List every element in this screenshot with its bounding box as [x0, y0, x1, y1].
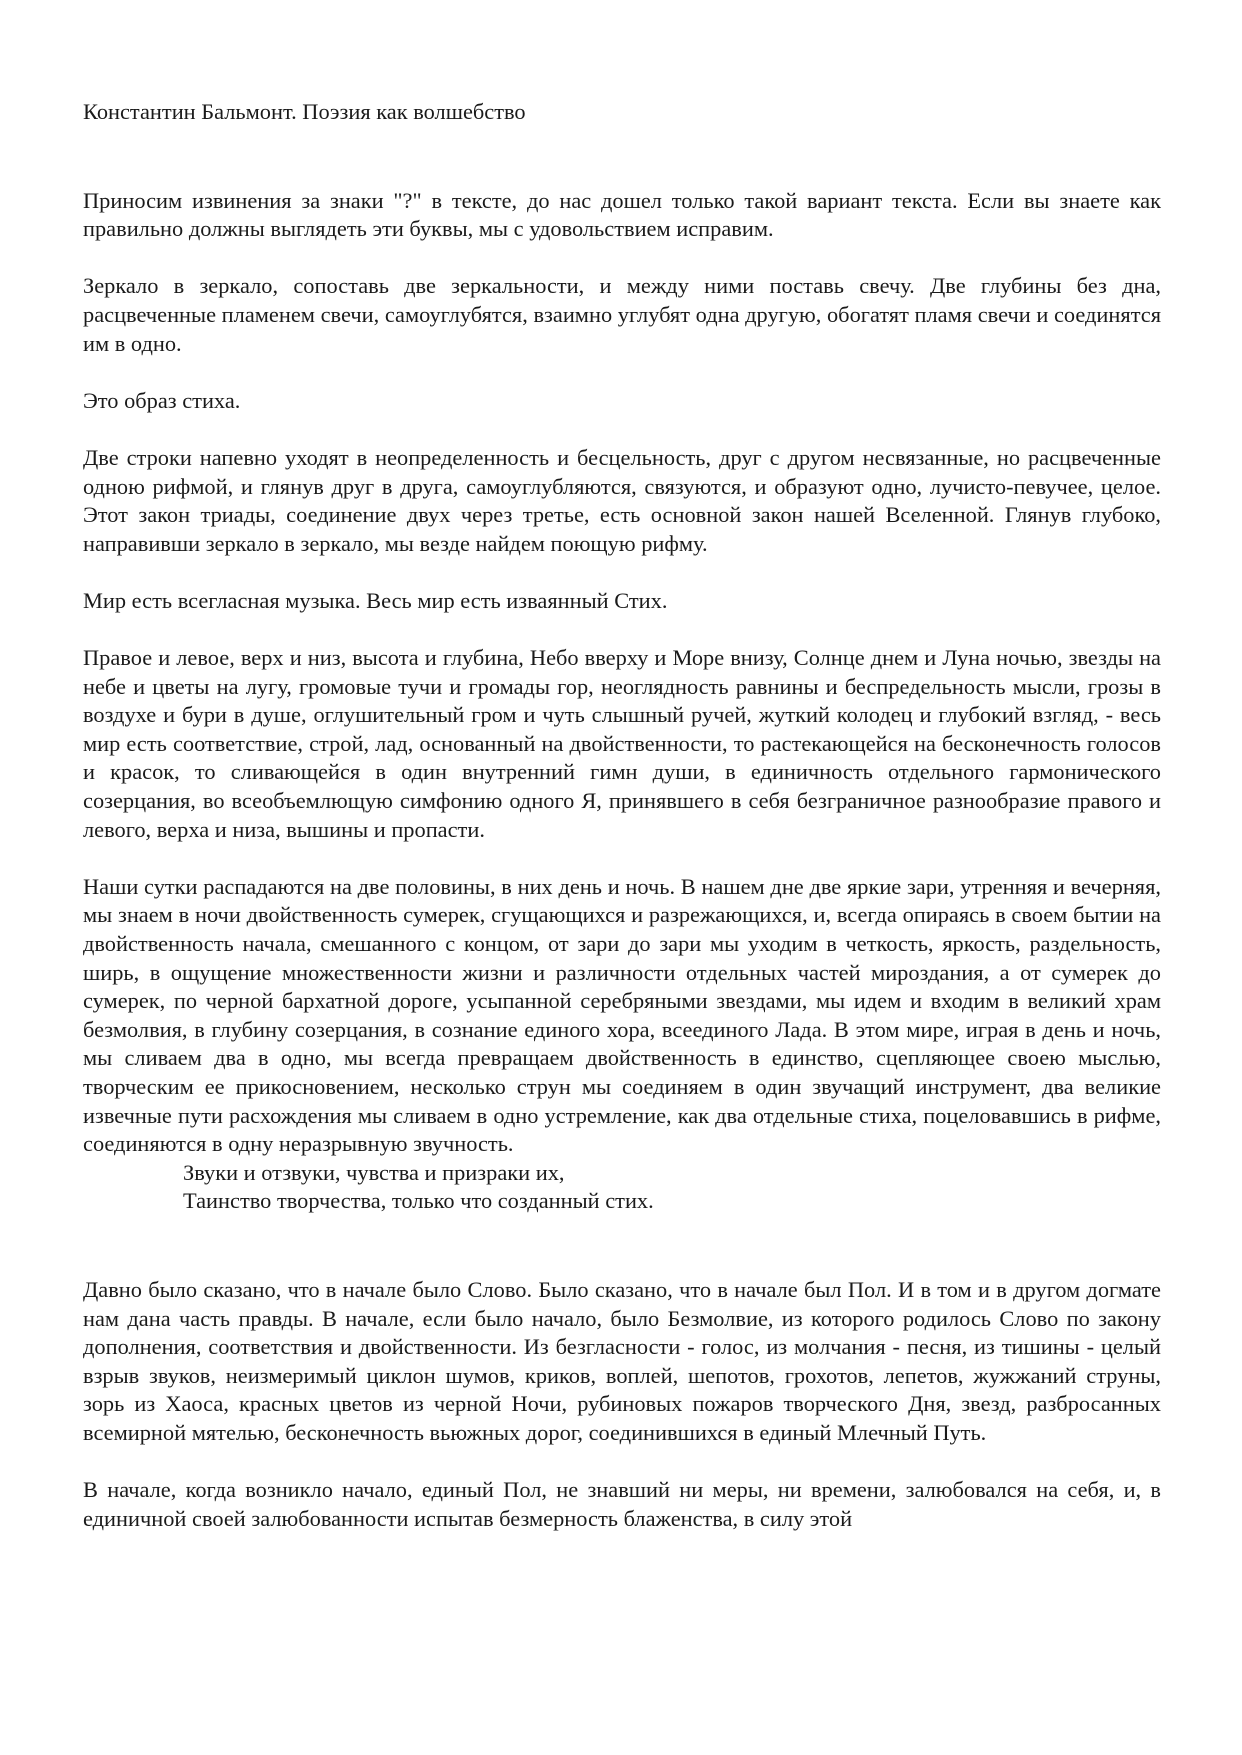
document-title: Константин Бальмонт. Поэзия как волшебство — [83, 99, 526, 124]
spacer — [83, 558, 1161, 587]
paragraph-word: Давно было сказано, что в начале было Слово. Было сказано, что в начале был Пол. И в том и в другом догмате нам дана часть правды. В начале, если было начало, было Безмолвие, из которого родилось Слово по закону дополнения, соответствия и двойственности. Из безгласности - голос, из молчания - песня, из тишины - целый взрыв звуков, неизмеримый циклон шумов, криков, воплей, шепотов, грохотов, лепетов, жужжаний струны, зорь из Хаоса, красных цветов из черной Ночи, рубиновых пожаров творческого Дня, звезд, разбросанных всемирной мятелью, бесконечность вьюжных дорог, соединившихся в единый Млечный Путь. — [83, 1276, 1161, 1445]
paragraph-right-left: Правое и левое, верх и низ, высота и глубина, Небо вверху и Море внизу, Солнце днем и Луна ночью, звезды на небе и цветы на лугу, громовые тучи и громады гор, неоглядность равнины и беспредельность мысли, грозы в воздухе и бури в душе, оглушительный гром и чуть слышный ручей, жуткий колодец и глубокий взгляд, - весь мир есть соответствие, строй, лад, основанный на двойственности, то растекающейся на бесконечность голосов и красок, то сливающейся в один внутренний гимн души, в единичность отдельного гармонического созерцания, во всеобъемлющую симфонию одного Я, принявшего в себя безграничное разнообразие правого и левого, верха и низа, вышины и пропасти. — [83, 645, 1161, 842]
paragraph-image-of-verse: Это образ стиха. — [83, 387, 241, 413]
spacer — [83, 1216, 1161, 1276]
paragraph-mirror: Зеркало в зеркало, сопоставь две зеркальности, и между ними поставь свечу. Две глубины без дна, расцвеченные пламенем свечи, самоуглубятся, взаимно углубят одна другую, обогатят пламя свечи и соединятся им в одно. — [83, 273, 1161, 356]
paragraph-world-music: Мир есть всегласная музыка. Весь мир есть изваянный Стих. — [83, 587, 668, 613]
paragraph-beginning: В начале, когда возникло начало, единый Пол, не знавший ни меры, ни времени, залюбовался на себя, и, в единичной своей залюбованности испытав безмерность блаженства, в силу этой — [83, 1477, 1161, 1531]
document-page — [83, 98, 1161, 1533]
spacer — [83, 844, 1161, 873]
spacer — [83, 616, 1161, 645]
verse-line: Таинство творчества, только что созданный стих. — [183, 1188, 654, 1214]
verse-line: Звуки и отзвуки, чувства и призраки их, — [183, 1159, 565, 1185]
verse-quote — [83, 1159, 1161, 1216]
paragraph-day-night: Наши сутки распадаются на две половины, в них день и ночь. В нашем дне две яркие зари, утренняя и вечерняя, мы знаем в ночи двойственность сумерек, сгущающихся и разрежающихся, и, всегда опираясь в своем бытии на двойственность начала, смешанного с концом, от зари до зари мы уходим в четкость, яркость, раздельность, ширь, в ощущение множественности жизни и различности отдельных частей мироздания, а от сумерек до сумерек, по черной бархатной дороге, усыпанной серебряными звездами, мы идем и входим в великий храм безмолвия, в глубину созерцания, в сознание единого хора, всеединого Лада. В этом мире, играя в день и ночь, мы сливаем два в одно, мы всегда превращаем двойственность в единство, сцепляющее своею мыслью, творческим ее прикосновением, несколько струн мы соединяем в один звучащий инструмент, два великие извечные пути расхождения мы сливаем в одно устремление, как два отдельные стиха, поцеловавшись в рифме, соединяются в одну неразрывную звучность. — [83, 873, 1161, 1157]
spacer — [83, 358, 1161, 387]
spacer — [83, 244, 1161, 273]
paragraph-apology: Приносим извинения за знаки "?" в тексте, до нас дошел только такой вариант текста. Если вы знаете как правильно должны выглядеть эти буквы, мы с удовольствием исправим. — [83, 187, 1161, 242]
spacer — [83, 1448, 1161, 1477]
spacer — [83, 415, 1161, 444]
paragraph-two-lines: Две строки напевно уходят в неопределенность и бесцельность, друг с другом несвязанные, но расцвеченные одною рифмой, и глянув друг в друга, самоуглубляются, связуются, и образуют одно, лучисто-певучее, целое. Этот закон триады, соединение двух через третье, есть основной закон нашей Вселенной. Глянув глубоко, направивши зеркало в зеркало, мы везде найдем поющую рифму. — [83, 444, 1161, 556]
spacer — [83, 127, 1161, 187]
